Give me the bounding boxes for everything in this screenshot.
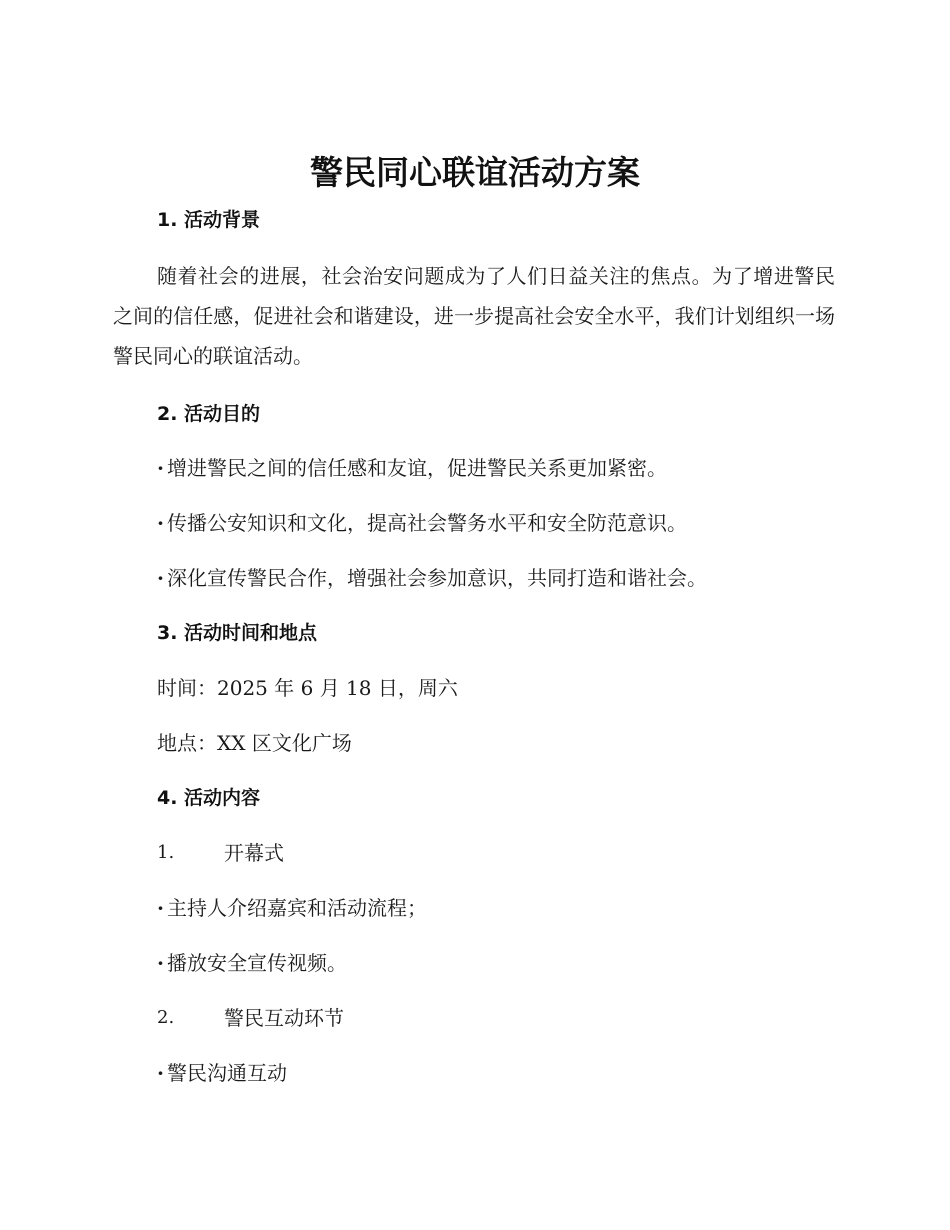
- purpose-bullet-item: [157, 509, 687, 537]
- content-bullet-item: [157, 949, 347, 977]
- purpose-bullet-item: [157, 564, 707, 592]
- content-part-title: 警民互动环节: [224, 1006, 344, 1030]
- section-heading-content: 4. 活动内容: [157, 787, 261, 809]
- content-part-number: 1.: [157, 842, 175, 863]
- event-place: 地点：XX 区文化广场: [157, 731, 352, 755]
- bullet-dot: ·: [157, 896, 164, 920]
- content-item-text: 警民沟通互动: [166, 1061, 287, 1085]
- section-heading-background: 1. 活动背景: [157, 209, 261, 231]
- background-paragraph: 随着社会的进展，社会治安问题成为了人们日益关注的焦点。为了增进警民之间的信任感，促进社会和谐建设，进一步提高社会安全水平，我们计划组织一场警民同心的联谊活动。: [113, 264, 835, 368]
- purpose-item-text: 深化宣传警民合作，增强社会参加意识，共同打造和谐社会。: [166, 566, 707, 590]
- bullet-dot: ·: [157, 566, 164, 590]
- section-heading-purpose: 2. 活动目的: [157, 403, 261, 425]
- bullet-dot: ·: [157, 951, 164, 975]
- content-part-title: 开幕式: [224, 841, 284, 865]
- content-bullet-item: [157, 894, 427, 922]
- purpose-bullet-item: [157, 454, 667, 482]
- content-item-text: 播放安全宣传视频。: [166, 951, 347, 975]
- document-title: 警民同心联谊活动方案: [310, 153, 640, 192]
- event-time: 时间：2025 年 6 月 18 日，周六: [157, 676, 458, 700]
- section-heading-time-place: 3. 活动时间和地点: [157, 622, 318, 644]
- purpose-item-text: 传播公安知识和文化，提高社会警务水平和安全防范意识。: [166, 511, 687, 535]
- bullet-dot: ·: [157, 511, 164, 535]
- bullet-dot: ·: [157, 1061, 164, 1085]
- content-part-number: 2.: [157, 1007, 175, 1028]
- purpose-item-text: 增进警民之间的信任感和友谊，促进警民关系更加紧密。: [166, 456, 667, 480]
- content-item-text: 主持人介绍嘉宾和活动流程；: [166, 896, 427, 920]
- content-bullet-item: [157, 1059, 287, 1087]
- bullet-dot: ·: [157, 456, 164, 480]
